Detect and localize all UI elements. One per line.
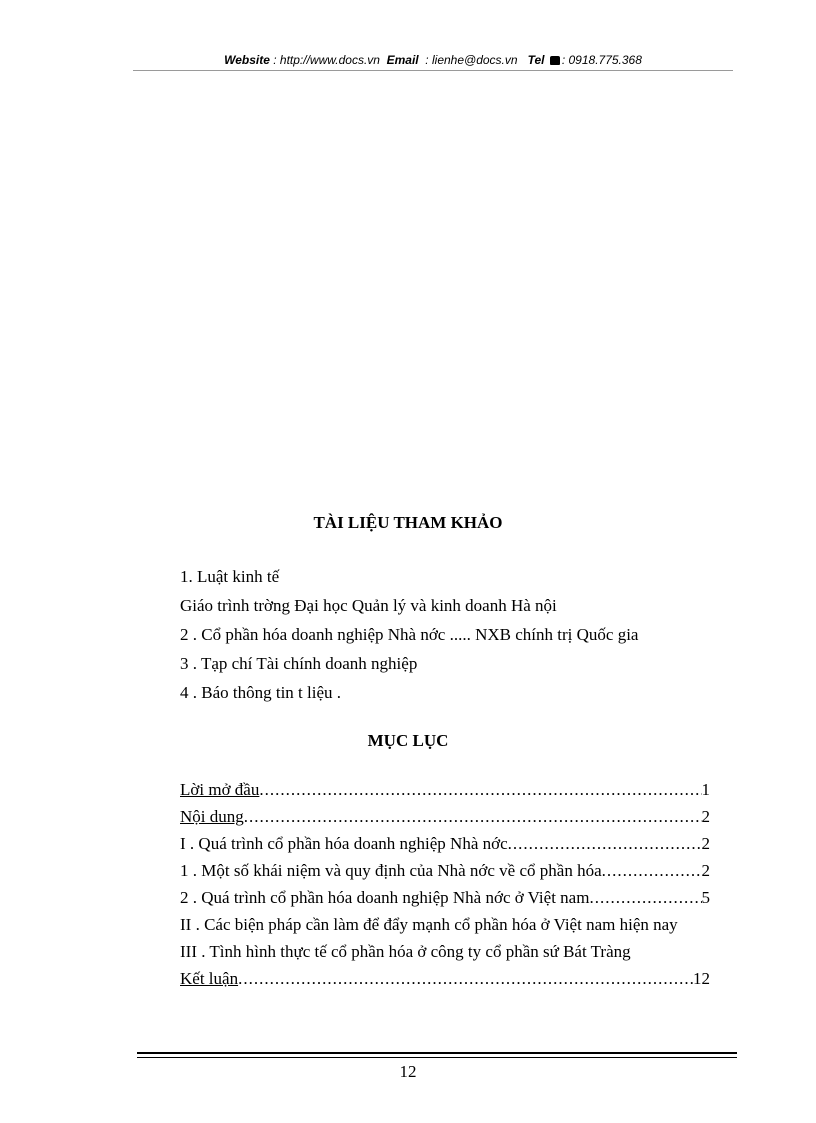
reference-item: Giáo trình trờng Đại học Quản lý và kinh doanh Hà nội bbox=[180, 596, 557, 615]
toc-entry-label: 2 . Quá trình cổ phần hóa doanh nghiệp Nhà nớc ở Việt nam bbox=[180, 888, 590, 907]
website-label: Website bbox=[224, 53, 270, 67]
footer-divider bbox=[137, 1057, 737, 1058]
toc-entry-intro[interactable] bbox=[180, 776, 710, 803]
toc-entry-label: III . Tình hình thực tế cổ phần hóa ở công ty cổ phần sứ Bát Tràng bbox=[180, 942, 631, 961]
website-link[interactable]: http://www.docs.vn bbox=[279, 53, 380, 67]
reference-item: 1. Luật kinh tế bbox=[180, 567, 280, 586]
toc-page-number: 5 bbox=[701, 888, 710, 907]
toc-entry[interactable] bbox=[180, 938, 740, 965]
toc-entry-label: II . Các biện pháp cần làm để đẩy mạnh cổ phần hóa ở Việt nam hiện nay bbox=[180, 915, 678, 934]
toc-entry-content[interactable] bbox=[180, 803, 710, 830]
toc-page-number: 1 bbox=[701, 780, 710, 799]
footer-divider bbox=[137, 1052, 737, 1054]
tel-value: 0918.775.368 bbox=[568, 53, 642, 67]
toc-leader bbox=[259, 776, 701, 803]
references-list bbox=[180, 562, 740, 707]
toc-title: MỤC LỤC bbox=[367, 731, 449, 750]
reference-item: 4 . Báo thông tin t liệu . bbox=[180, 683, 342, 702]
header-divider bbox=[133, 70, 733, 71]
table-of-contents bbox=[180, 776, 710, 992]
toc-leader bbox=[238, 965, 693, 992]
reference-item: 3 . Tạp chí Tài chính doanh nghiệp bbox=[180, 654, 418, 673]
email-label: Email bbox=[386, 53, 419, 67]
reference-item: 2 . Cổ phần hóa doanh nghiệp Nhà nớc ..... NXB chính trị Quốc gia bbox=[180, 625, 639, 644]
toc-page-number: 2 bbox=[701, 807, 710, 826]
toc-entry[interactable] bbox=[180, 884, 710, 911]
toc-entry[interactable] bbox=[180, 830, 710, 857]
toc-entry-label: Lời mở đầu bbox=[180, 780, 260, 799]
toc-entry-label: Nội dung bbox=[180, 807, 244, 826]
phone-icon bbox=[550, 56, 560, 65]
toc-page-number: 12 bbox=[693, 969, 710, 988]
toc-leader bbox=[602, 857, 702, 884]
toc-page-number: 2 bbox=[701, 861, 710, 880]
toc-entry-conclusion[interactable] bbox=[180, 965, 710, 992]
toc-entry[interactable] bbox=[180, 911, 740, 938]
toc-page-number: 2 bbox=[701, 834, 710, 853]
tel-label: Tel bbox=[527, 53, 545, 67]
toc-entry-label: 1 . Một số khái niệm và quy định của Nhà nớc về cổ phần hóa bbox=[180, 861, 602, 880]
toc-leader bbox=[589, 884, 701, 911]
toc-entry[interactable] bbox=[180, 857, 710, 884]
references-title: TÀI LIỆU THAM KHẢO bbox=[313, 513, 503, 532]
page-header: Website : http://www.docs.vn Email : lienhe@docs.vn Tel : 0918.775.368 bbox=[224, 53, 642, 67]
toc-entry-label: Kết luận bbox=[180, 969, 239, 988]
toc-leader bbox=[508, 830, 702, 857]
toc-leader bbox=[244, 803, 702, 830]
email-link[interactable]: lienhe@docs.vn bbox=[431, 53, 518, 67]
page-number: 12 bbox=[399, 1062, 417, 1081]
toc-entry-label: I . Quá trình cổ phần hóa doanh nghiệp Nhà nớc bbox=[180, 834, 508, 853]
